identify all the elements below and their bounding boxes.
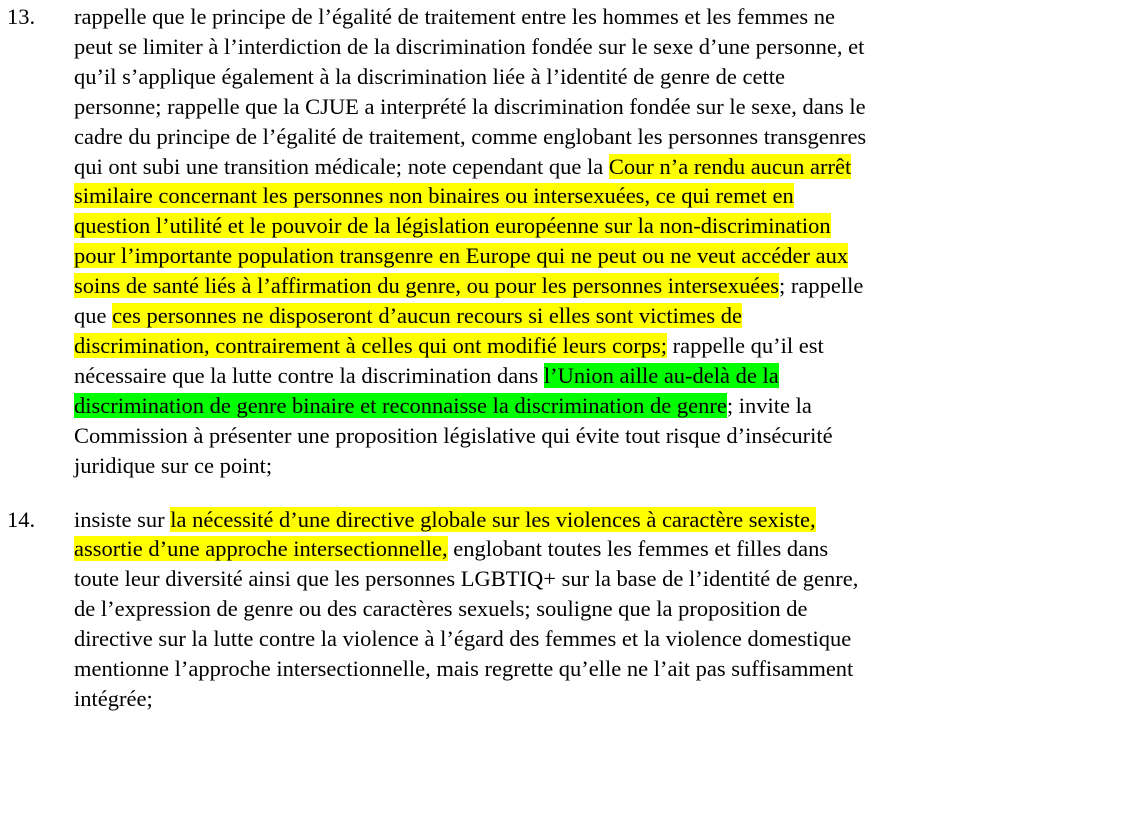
text-segment: intégrée; [74, 685, 153, 711]
text-line [74, 301, 1130, 331]
text-segment: que [74, 303, 113, 329]
text-line [74, 271, 1130, 301]
yellow-highlight: similaire concernant les personnes non binaires ou intersexuées, ce qui remet en [74, 183, 794, 209]
text-segment: englobant toutes les femmes et filles dans [447, 536, 829, 562]
text-segment: rappelle qu’il est [666, 332, 824, 358]
text-line [74, 2, 1130, 32]
text-line [74, 241, 1130, 271]
paragraph-14 [0, 505, 1134, 714]
text-segment: ; invite la [726, 392, 812, 418]
text-line [74, 505, 1130, 535]
text-line [74, 181, 1130, 211]
paragraph-13 [0, 2, 1134, 481]
yellow-highlight: Cour n’a rendu aucun arrêt [608, 153, 852, 179]
text-line [74, 534, 1130, 564]
text-segment: rappelle que le principe de l’égalité de traitement entre les hommes et les femmes ne [74, 4, 835, 29]
yellow-highlight: assortie d’une approche intersectionnelle, [74, 536, 448, 562]
text-line [74, 624, 1130, 654]
text-line [74, 451, 1130, 481]
text-segment: personne; rappelle que la CJUE a interprété la discrimination fondée sur le sexe, dans le [74, 93, 866, 119]
text-segment: juridique sur ce point; [74, 452, 273, 478]
yellow-highlight: discrimination, contrairement à celles qui ont modifié leurs corps; [74, 332, 667, 358]
text-segment: qu’il s’applique également à la discrimination liée à l’identité de genre de cette [74, 63, 785, 89]
text-line [74, 594, 1130, 624]
text-line [74, 391, 1130, 421]
text-segment: toute leur diversité ainsi que les personnes LGBTIQ+ sur la base de l’identité de genre, [74, 566, 859, 592]
text-segment: cadre du principe de l’égalité de traitement, comme englobant les personnes transgenres [74, 123, 867, 149]
yellow-highlight: question l’utilité et le pouvoir de la législation européenne sur la non-discrimination [74, 213, 831, 239]
yellow-highlight: ces personnes ne disposeront d’aucun recours si elles sont victimes de [112, 303, 742, 329]
paragraph-number: 13. [7, 4, 36, 29]
text-segment: peut se limiter à l’interdiction de la discrimination fondée sur le sexe d’une personne, et [74, 33, 865, 59]
text-segment: Commission à présenter une proposition législative qui évite tout risque d’insécurité [74, 422, 833, 448]
yellow-highlight: pour l’importante population transgenre en Europe qui ne peut ou ne veut accéder aux [74, 243, 849, 269]
text-segment: insiste sur [74, 506, 171, 532]
green-highlight: l’Union aille au-delà de la [543, 362, 779, 388]
yellow-highlight: soins de santé liés à l’affirmation du genre, ou pour les personnes intersexuées [74, 273, 780, 299]
green-highlight: discrimination de genre binaire et reconnaisse la discrimination de genre [74, 392, 727, 418]
text-segment: qui ont subi une transition médicale; note cependant que la [74, 153, 609, 179]
paragraph-text [74, 505, 1130, 714]
text-segment: mentionne l’approche intersectionnelle, mais regrette qu’elle ne l’ait pas suffisamment [74, 656, 854, 682]
text-line [74, 361, 1130, 391]
text-line [74, 421, 1130, 451]
text-line [74, 684, 1130, 714]
text-line [74, 331, 1130, 361]
text-line [74, 122, 1130, 152]
text-line [74, 92, 1130, 122]
text-segment: ; rappelle [779, 273, 864, 299]
text-line [74, 32, 1130, 62]
text-line [74, 62, 1130, 92]
text-line [74, 152, 1130, 182]
text-line [74, 654, 1130, 684]
text-segment: directive sur la lutte contre la violence à l’égard des femmes et la violence domestique [74, 626, 852, 652]
paragraph-text [74, 2, 1130, 481]
text-segment: nécessaire que la lutte contre la discrimination dans [74, 362, 544, 388]
paragraph-number: 14. [7, 506, 36, 532]
yellow-highlight: la nécessité d’une directive globale sur les violences à caractère sexiste, [170, 506, 816, 532]
text-line [74, 564, 1130, 594]
text-line [74, 211, 1130, 241]
text-segment: de l’expression de genre ou des caractères sexuels; souligne que la proposition de [74, 596, 808, 622]
